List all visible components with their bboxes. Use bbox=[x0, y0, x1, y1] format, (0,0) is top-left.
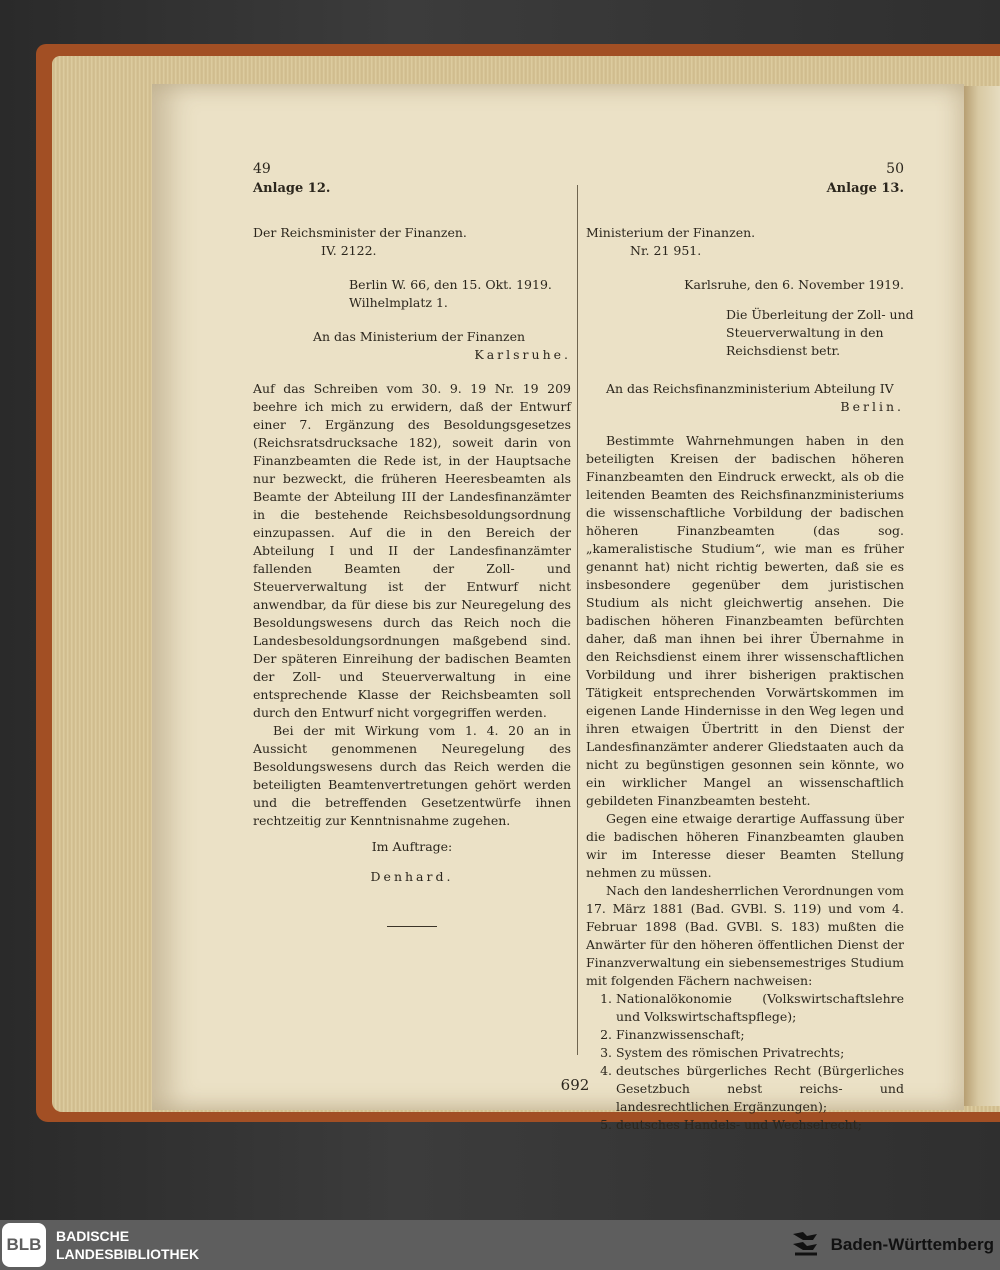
list-item: 3. System des römischen Privatrechts; bbox=[616, 1044, 904, 1062]
right-subject-line1: Die Überleitung der Zoll- und bbox=[726, 307, 914, 322]
state-name: Baden-Württemberg bbox=[830, 1235, 994, 1254]
left-column bbox=[253, 160, 571, 927]
right-subject-list bbox=[586, 990, 904, 1134]
left-place-line1: Berlin W. 66, den 15. Okt. 1919. bbox=[349, 277, 552, 292]
library-line2: LANDESBIBLIOTHEK bbox=[56, 1246, 200, 1262]
right-page-number: 50 bbox=[886, 161, 904, 177]
right-addressee-line2: Berlin. bbox=[840, 399, 904, 414]
list-item: 2. Finanzwissenschaft; bbox=[616, 1026, 904, 1044]
list-item: 4. deutsches bürgerliches Recht (Bürgerliches Gesetzbuch nebst reichs- und landesrechtlichen Ergänzungen); bbox=[616, 1062, 904, 1116]
right-sender-line2: Nr. 21 951. bbox=[630, 243, 702, 258]
library-name bbox=[56, 1227, 199, 1263]
right-addressee-line1: An das Reichsfinanzministerium Abteilung IV bbox=[606, 381, 894, 396]
right-subject-line3: Reichsdienst betr. bbox=[726, 343, 841, 358]
left-addressee-line1: An das Ministerium der Finanzen bbox=[313, 329, 526, 344]
right-paragraph-1: Bestimmte Wahrnehmungen haben in den beteiligten Kreisen der badischen höheren Finanzbeamten den Eindruck erweckt, als ob die leitenden Beamten des Reichsfinanzministeriums die wissenschaftliche Vorbildung der badischen höheren Finanzbeamten (das sog. „kameralistische Studium“, wie man es früher genannt hat) nicht richtig bewerten, daß sie es insbesondere gegenüber dem juristischen Studium als nicht gleichwertig ansehen. Die badischen höheren Finanzbeamten befürchten daher, daß man ihnen bei ihrer Übernahme in den Reichsdienst einem ihrer wissenschaftlichen Vorbildung und ihrer bisherigen praktischen Tätigkeit entsprechenden Vorwärtskommen im eigenen Lande Hindernisse in den Weg legen und ihren etwaigen Übertritt in den Dienst der Landesfinanzämter anderer Gliedstaaten auch da nicht zu begünstigen gesonnen sein könnte, wo ein wirklicher Mangel an wissenschaftlich gebildeten Finanzbeamten besteht. bbox=[586, 433, 904, 808]
left-sender-line1: Der Reichsminister der Finanzen. bbox=[253, 225, 467, 240]
list-item: 5. deutsches Handels- und Wechselrecht; bbox=[616, 1116, 904, 1134]
facing-page-edge bbox=[964, 86, 1000, 1106]
right-sender-line1: Ministerium der Finanzen. bbox=[586, 225, 756, 240]
footer-bar bbox=[0, 1220, 1000, 1270]
left-signature: Denhard. bbox=[370, 869, 454, 884]
left-paragraph-2: Bei der mit Wirkung vom 1. 4. 20 an in Aussicht genommenen Neuregelung des Besoldungswesens durch das Reich werden die beteiligten Beamtenvertretungen gehört werden und die betreffenden Gesetzentwürfe ihnen rechtzeitig zur Kenntnisnahme zugehen. bbox=[253, 723, 571, 828]
lions-crest-icon bbox=[789, 1226, 823, 1265]
left-page-number: 49 bbox=[253, 161, 271, 177]
right-column bbox=[586, 160, 914, 1134]
library-line1: BADISCHE bbox=[56, 1228, 130, 1244]
list-item: 1. Nationalökonomie (Volkswirtschaftslehre und Volkswirtschaftspflege); bbox=[616, 990, 904, 1026]
right-anlage-heading: Anlage 13. bbox=[826, 181, 904, 196]
left-anlage-heading: Anlage 12. bbox=[253, 181, 331, 196]
left-closing: Im Auftrage: bbox=[371, 839, 453, 854]
bottom-page-number: 692 bbox=[560, 1076, 590, 1094]
right-place-line: Karlsruhe, den 6. November 1919. bbox=[684, 277, 904, 292]
blb-branding[interactable] bbox=[0, 1223, 199, 1267]
left-addressee-line2: Karlsruhe. bbox=[474, 347, 571, 362]
right-paragraph-2: Gegen eine etwaige derartige Auffassung über die badischen höheren Finanzbeamten glauben wir im Interesse dieser Beamten Stellung nehmen zu müssen. bbox=[586, 811, 904, 880]
blb-logo: BLB bbox=[2, 1223, 46, 1267]
left-place-line2: Wilhelmplatz 1. bbox=[349, 295, 448, 310]
right-subject-line2: Steuerverwaltung in den bbox=[726, 325, 884, 340]
left-sender-line2: IV. 2122. bbox=[321, 243, 377, 258]
column-divider bbox=[577, 185, 578, 1055]
left-paragraph-1: Auf das Schreiben vom 30. 9. 19 Nr. 19 209 beehre ich mich zu erwidern, daß der Entwurf einer 7. Ergänzung des Besoldungsgesetzes (Reichsratsdrucksache 182), soweit darin von Finanzbeamten die Rede ist, in der Hauptsache nur bezweckt, die früheren Heeresbeamten als Beamte der Abteilung III der Landesfinanzämter in die bestehende Reichsbesoldungsordnung einzupassen. Auf die in den Bereich der Abteilung I und II der Landesfinanzämter fallenden Beamten der Zoll- und Steuerverwaltung ist der Entwurf nicht anwendbar, da für diese bis zur Neuregelung des Besoldungswesens durch das Reich noch die Landesbesoldungsordnungen maßgebend sind. Der späteren Einreihung der badischen Beamten der Zoll- und Steuerverwaltung in eine entsprechende Klasse der Reichsbeamten soll durch den Entwurf nicht vorgegriffen werden. bbox=[253, 381, 571, 720]
left-end-rule bbox=[387, 926, 437, 927]
bw-branding[interactable] bbox=[789, 1226, 1000, 1265]
right-paragraph-3: Nach den landesherrlichen Verordnungen vom 17. März 1881 (Bad. GVBl. S. 119) und vom 4. Februar 1898 (Bad. GVBl. S. 183) mußten die Anwärter für den höheren öffentlichen Dienst der Finanzverwaltung ein siebensemestriges Studium mit folgenden Fächern nachweisen: bbox=[586, 883, 904, 988]
